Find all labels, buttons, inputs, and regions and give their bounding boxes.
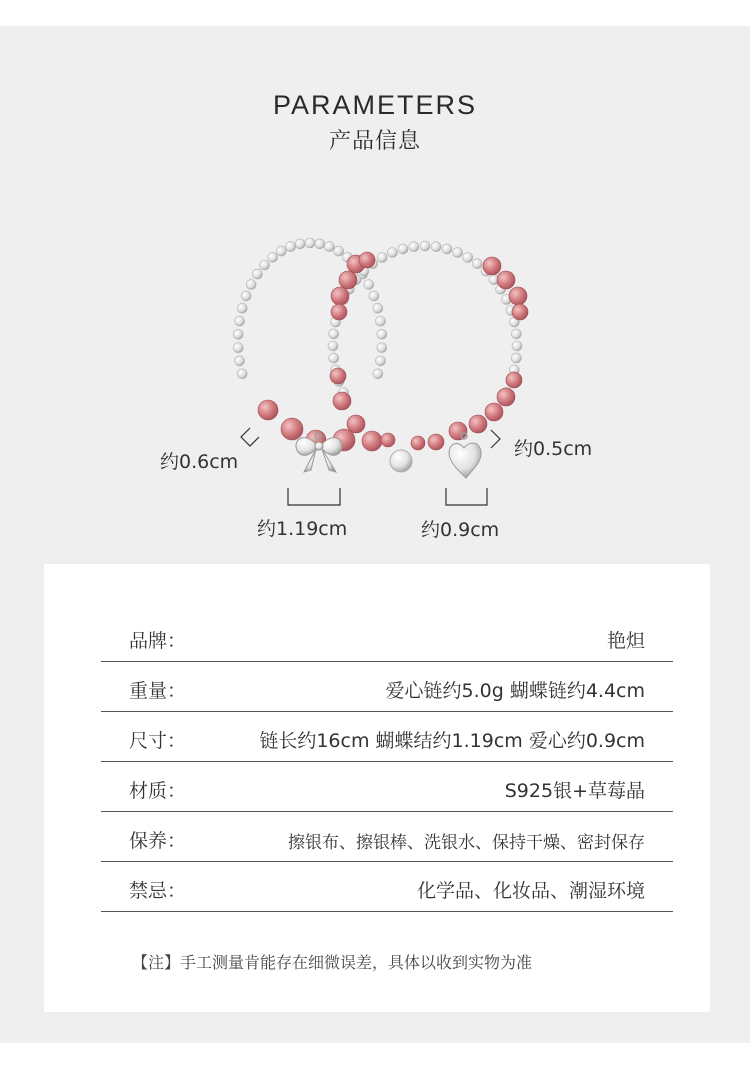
silver-bead [286,242,296,252]
bow-bracket [288,488,340,505]
strawberry-quartz-beads [258,252,528,451]
spec-value: S925银+草莓晶 [504,780,645,802]
silver-bead [334,246,344,256]
silver-bead [453,248,463,258]
quartz-bead [506,372,522,388]
spec-row-material [101,762,673,812]
silver-bead [420,241,430,251]
quartz-bead [258,400,278,420]
silver-bead [442,244,452,254]
silver-bead [233,343,243,353]
spec-value: 化学品、化妆品、潮湿环境 [416,880,645,902]
quartz-bead [483,257,501,275]
bead-size-right-label: 约0.5cm [514,438,593,460]
silver-bead [376,356,386,366]
silver-bead [369,291,379,301]
silver-bead [431,242,441,252]
spec-key: 尺寸： [129,730,187,752]
product-info-panel [0,26,750,1043]
quartz-bead [428,434,444,450]
silver-bead [377,253,387,263]
quartz-bead [381,433,395,447]
silver-bead [463,253,473,263]
silver-bead [364,280,374,290]
spec-key: 保养： [129,830,187,852]
quartz-bead [512,304,528,320]
quartz-bead [497,388,515,406]
quartz-bead [281,418,303,440]
silver-bead [512,341,522,351]
silver-bead [233,329,243,339]
silver-bead [398,244,408,254]
silver-bead [387,248,397,258]
silver-bead [295,239,305,249]
silver-bead [329,353,339,363]
quartz-bead [449,422,467,440]
measurement-note: 【注】手工测量肯能存在细微误差，具体以收到实物为准 [132,953,533,972]
bead-right-bracket [491,430,500,448]
spec-value: 链长约16cm 蝴蝶结约1.19cm 爱心约0.9cm [259,730,645,752]
silver-bead [376,316,386,326]
bow-size-label: 约1.19cm [257,518,348,540]
silver-bead [377,329,387,339]
spec-key: 品牌： [129,630,187,652]
quartz-bead [330,368,346,384]
silver-bead [268,252,278,262]
quartz-bead [347,415,365,433]
title-chinese: 产品信息 [328,129,421,154]
silver-bead [276,246,286,256]
quartz-bead [509,287,527,305]
silver-bead [511,329,521,339]
silver-bead [260,260,270,270]
quartz-bead [333,392,351,410]
spec-key: 材质： [129,780,187,802]
silver-bead [472,259,482,269]
silver-bead [511,353,521,363]
bead-size-left-label: 约0.6cm [160,451,239,473]
silver-bead [237,303,247,313]
silver-bead [409,242,419,252]
silver-bead [373,369,383,379]
quartz-bead [339,271,357,289]
spec-row-weight [101,662,673,712]
silver-bead [246,280,256,290]
bracelet-drawing [0,196,750,526]
silver-bead [252,269,262,279]
spec-row-size [101,712,673,762]
quartz-bead [331,304,347,320]
silver-bead [377,343,387,353]
silver-bead [328,341,338,351]
quartz-bead [497,271,515,289]
title-english: PARAMETERS [272,90,478,120]
bracelet-illustration [0,196,750,541]
silver-bead [329,329,339,339]
silver-bead [235,356,245,366]
quartz-bead [469,415,487,433]
silver-bead [315,239,325,249]
heart-size-label: 约0.9cm [421,519,500,541]
silver-bead [324,242,334,252]
spec-value: 艳炟 [606,630,645,652]
spec-key: 重量： [129,680,187,702]
silver-bead [237,369,247,379]
bead-left-bracket [241,428,259,446]
spec-row-brand [101,612,673,662]
silver-bead [373,303,383,313]
heart-charm [449,433,481,478]
quartz-bead [331,287,349,305]
bow-charm [296,433,342,472]
quartz-bead [411,436,425,450]
spec-row-care [101,812,673,862]
spec-key: 禁忌： [129,880,187,902]
silver-bead [305,238,315,248]
spec-value: 擦银布、擦银棒、洗银水、保持干燥、密封保存 [288,833,645,853]
spec-card [44,564,710,1012]
spec-value: 爱心链约5.0g 蝴蝶链约4.4cm [385,680,645,702]
silver-bead [235,316,245,326]
disc-charm [390,450,412,472]
quartz-bead [359,252,375,268]
heart-bracket [446,488,487,505]
silver-bead [241,291,251,301]
quartz-bead [362,431,382,451]
quartz-bead [485,403,503,421]
spec-row-taboo [101,862,673,912]
